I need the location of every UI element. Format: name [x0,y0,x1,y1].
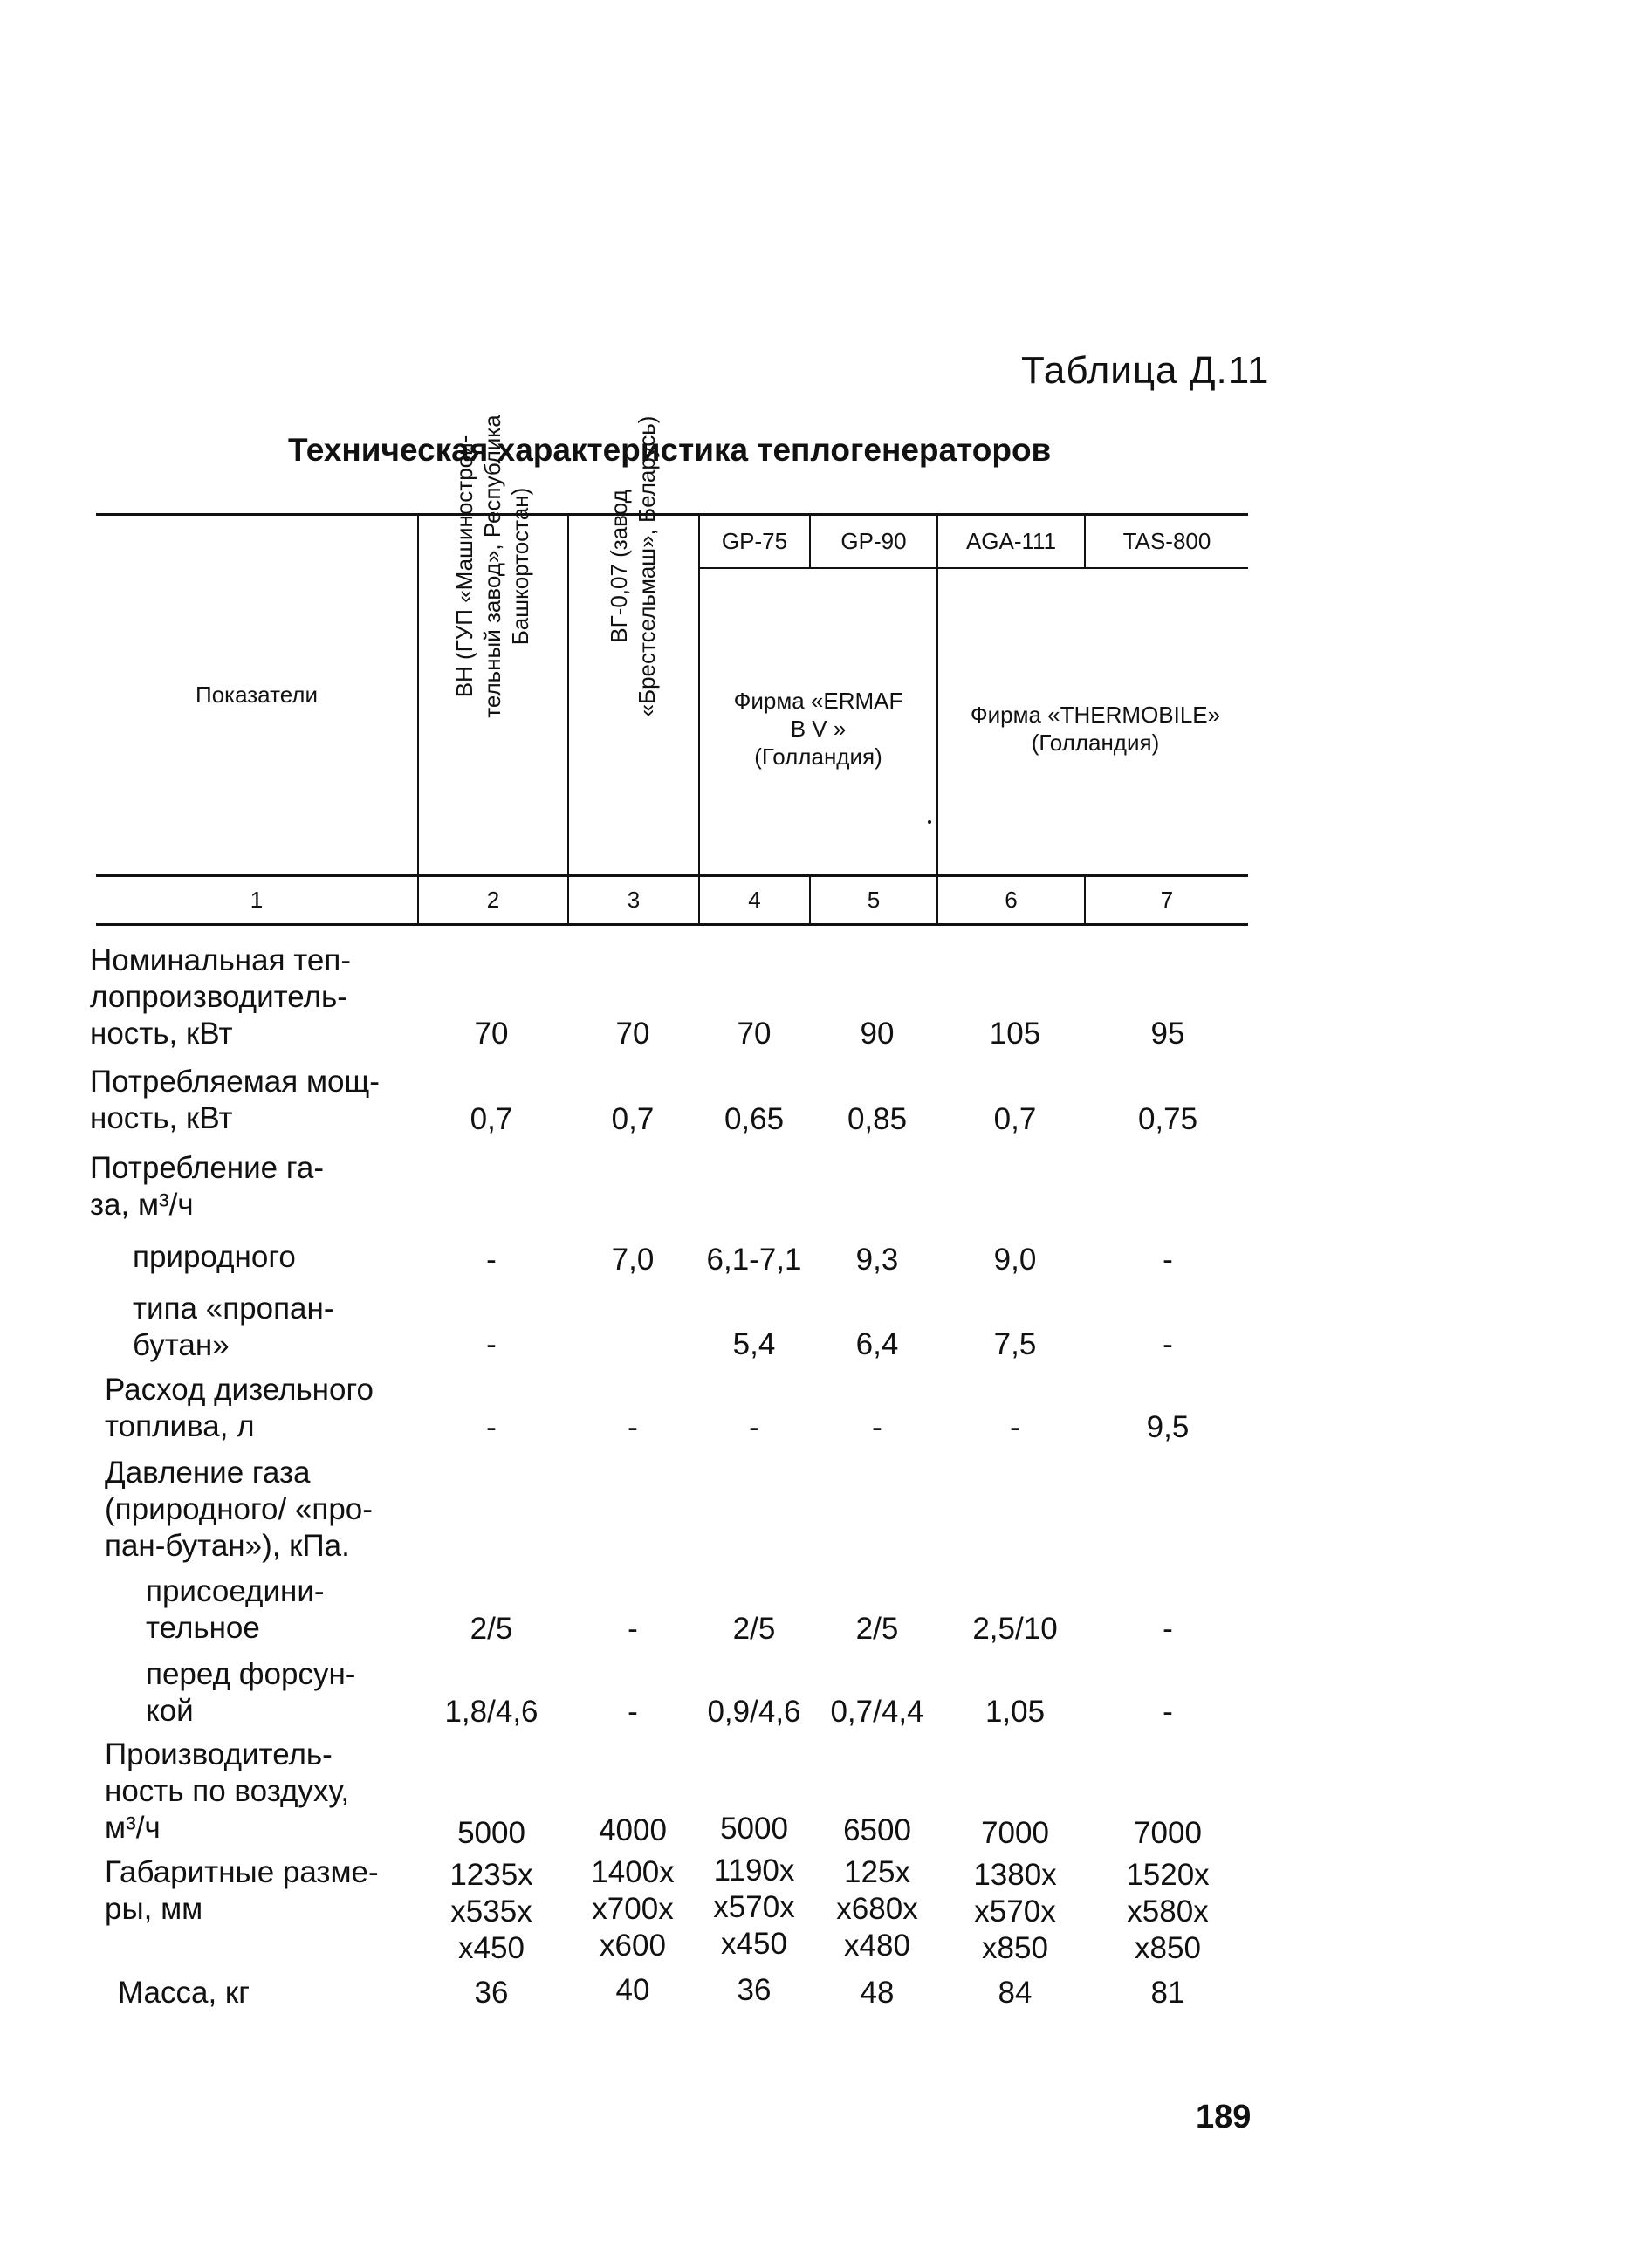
cell: - [1163,1327,1173,1361]
cell: 6,4 [855,1327,899,1361]
cell: 7,0 [611,1243,655,1277]
row-label-air-capacity: Производитель- ность по воздуху, м³/ч [105,1737,350,1845]
col-number-4: 4 [748,887,761,913]
row-label-propane-butane: типа «пропан- бутан» [133,1292,334,1362]
cell: 1190x x570x x450 [713,1853,795,1961]
cell: 5000 [457,1816,525,1850]
cell: 6,1-7,1 [706,1243,802,1277]
cell: 6500 [843,1813,911,1847]
row-label-gas-consumption: Потребление га- за, м³/ч [90,1151,324,1222]
row-label-nominal-output: Номинальная теп- лопроизводитель- ность, кВт [90,943,351,1051]
cell: 70 [474,1017,509,1051]
cell: - [872,1410,882,1444]
cell: - [486,1327,497,1361]
cell: - [1010,1410,1020,1444]
header-maker-thermobile: Фирма «THERMOBILE» (Голландия) [970,702,1221,756]
cell: - [486,1243,497,1277]
cell: 9,5 [1146,1410,1190,1444]
col-number-3: 3 [627,887,641,913]
cell: 7000 [981,1816,1049,1850]
cell: 7,5 [993,1327,1037,1361]
cell: 81 [1150,1976,1185,2010]
cell: 1,8/4,6 [444,1695,539,1729]
cell: 1235x x535x x450 [449,1858,533,1965]
page-number: 189 [1196,2099,1252,2135]
cell: 9,0 [993,1243,1037,1277]
col-number-5: 5 [867,887,881,913]
cell: 48 [860,1976,895,2010]
header-model-gp90: GP-90 [840,528,907,554]
row-label-gas-pressure: Давление газа (природного/ «про- пан-бутан»), кПа. [105,1456,373,1563]
cell: 5,4 [732,1327,776,1361]
row-label-power-consumption: Потребляемая мощ- ность, кВт [90,1065,380,1135]
col-number-6: 6 [1005,887,1018,913]
cell: 2,5/10 [972,1612,1058,1646]
cell: 36 [474,1976,509,2010]
cell: - [486,1410,497,1444]
header-col2-maker: ВН (ГУП «Машинострои-тельный завод», Республика Башкортостан) [451,415,533,718]
speck-mark [928,820,931,824]
header-maker-ermaf: Фирма «ERMAF B V » (Голландия) [733,688,903,770]
cell: 2/5 [470,1612,513,1646]
cell: 0,7 [470,1102,513,1136]
cell: 95 [1150,1017,1185,1051]
cell: 5000 [720,1812,788,1846]
cell: 105 [989,1017,1041,1051]
col-number-1: 1 [250,887,264,913]
header-mid-rule [698,567,1248,569]
cell: 9,3 [855,1243,899,1277]
cell: - [749,1410,759,1444]
cell: 0,7/4,4 [830,1695,924,1729]
cell: 7000 [1134,1816,1202,1850]
cell: 2/5 [855,1612,899,1646]
table-label: Таблица Д.11 [1021,349,1270,392]
cell: 70 [615,1017,650,1051]
cell: - [1163,1695,1173,1729]
header-model-gp75: GP-75 [721,528,788,554]
cell: 40 [615,1973,650,2007]
cell: 1,05 [985,1695,1046,1729]
cell: 1520x x580x x850 [1126,1858,1210,1965]
row-label-nozzle: перед форсун- кой [146,1657,356,1728]
row-label-diesel: Расход дизельного топлива, л [105,1373,374,1443]
col-divider-5 [936,513,938,923]
header-model-aga111: AGA-111 [965,528,1057,554]
cell: 2/5 [732,1612,776,1646]
cell: 70 [737,1017,772,1051]
col-number-2: 2 [486,887,500,913]
header-col3-maker: ВГ-0,07 (завод «Брестсельмаш», Беларусь) [606,415,660,717]
row-label-connection: присоедини- тельное [146,1574,325,1645]
cell: 0,75 [1137,1102,1198,1136]
cell: - [1163,1243,1173,1277]
cell: 1380x x570x x850 [973,1858,1057,1965]
header-model-tas800: TAS-800 [1122,528,1211,554]
cell: 36 [737,1973,772,2007]
cell: 4000 [599,1813,667,1847]
column-numbers-rule [96,923,1248,926]
col-divider-2 [567,513,569,923]
col-divider-3 [698,513,700,923]
header-param-label: Показатели [196,682,318,708]
cell: 84 [998,1976,1033,2010]
col-divider-1 [417,513,419,923]
cell: 90 [860,1017,895,1051]
col-number-7: 7 [1160,887,1174,913]
cell: 1400x x700x x600 [591,1855,675,1963]
cell: - [628,1410,638,1444]
cell: 0,7 [993,1102,1037,1136]
row-label-natural: природного [133,1240,296,1274]
cell: - [1163,1612,1173,1646]
cell: - [628,1612,638,1646]
table-title: Техническая характеристика теплогенераторов [288,432,1052,468]
cell: 0,85 [847,1102,908,1136]
row-label-mass: Масса, кг [118,1976,250,2010]
cell: - [628,1695,638,1729]
cell: 125x x680x x480 [836,1855,918,1963]
cell: 0,9/4,6 [707,1695,801,1729]
cell: 0,65 [724,1102,785,1136]
cell: 0,7 [611,1102,655,1136]
row-label-dimensions: Габаритные разме- ры, мм [105,1855,379,1926]
